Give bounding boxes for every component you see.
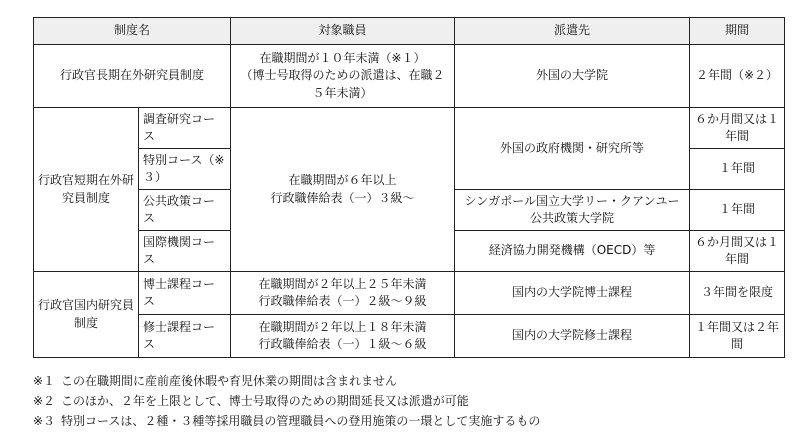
- domestic-period-masters: １年間又は２年間: [690, 315, 785, 358]
- header-row: [34, 18, 785, 45]
- domestic-target-doctoral: [231, 272, 455, 315]
- short-term-period-research: ６か月間又は１年間: [690, 108, 785, 149]
- course-special: 特別コース（※３）: [139, 149, 231, 190]
- short-term-target: [231, 108, 455, 272]
- domestic-target-masters: [231, 315, 455, 358]
- short-term-destination-public-policy: シンガポール国立大学リー・クアンユー公共政策大学院: [455, 190, 690, 231]
- table-row-domestic-doctoral: [34, 272, 785, 315]
- long-term-target-text: 在職期間が１０年未満（※１） （博士号取得のための派遣は、在職２５年未満）: [240, 50, 445, 100]
- footnote-mark: ※２: [33, 394, 56, 408]
- course-masters: 修士課程コース: [139, 315, 231, 358]
- footnote-text: この在職期間に産前産後休暇や育児休業の期間は含まれません: [61, 374, 398, 388]
- footnote-3: [33, 411, 784, 431]
- course-international: 国際機関コース: [139, 231, 231, 272]
- footnote-mark: ※３: [33, 414, 56, 428]
- short-term-period-public-policy: １年間: [690, 190, 785, 231]
- long-term-program-name: 行政官長期在外研究員制度: [34, 45, 231, 108]
- footnote-1: [33, 371, 784, 391]
- header-target-staff: 対象職員: [231, 18, 455, 45]
- table-row-long-term: [34, 45, 785, 108]
- short-term-destination-research: 外国の政府機関・研究所等: [455, 108, 690, 190]
- short-term-period-international: ６か月間又は１年間: [690, 231, 785, 272]
- domestic-destination-doctoral: 国内の大学院博士課程: [455, 272, 690, 315]
- domestic-period-doctoral: ３年間を限度: [690, 272, 785, 315]
- table-row-short-term-research: [34, 108, 785, 149]
- short-term-program-name: 行政官短期在外研究員制度: [34, 108, 139, 272]
- footnote-text: このほか、２年を上限として、博士号取得のための期間延長又は派遣が可能: [61, 394, 469, 408]
- course-public-policy: 公共政策コース: [139, 190, 231, 231]
- header-period: 期間: [690, 18, 785, 45]
- program-table: [33, 17, 785, 358]
- domestic-target-masters-text: 在職期間が２年以上１８年未満 行政職俸給表（一）１級〜６級: [258, 319, 427, 351]
- long-term-target: [231, 45, 455, 108]
- course-doctoral: 博士課程コース: [139, 272, 231, 315]
- footnote-mark: ※１: [33, 374, 56, 388]
- footnote-2: [33, 391, 784, 411]
- course-research: 調査研究コース: [139, 108, 231, 149]
- footnote-text: 特別コースは、２種・３種等採用職員の管理職員への登用施策の一環として実施するもの: [61, 414, 541, 428]
- table-row-domestic-masters: [34, 315, 785, 358]
- long-term-period: ２年間（※２）: [690, 45, 785, 108]
- header-program-name: 制度名: [34, 18, 231, 45]
- header-destination: 派遣先: [455, 18, 690, 45]
- domestic-target-doctoral-text: 在職期間が２年以上２５年未満 行政職俸給表（一）２級〜９級: [258, 276, 427, 308]
- domestic-program-name: 行政官国内研究員制度: [34, 272, 139, 358]
- short-term-period-special: １年間: [690, 149, 785, 190]
- short-term-target-text: 在職期間が６年以上 行政職俸給表（一）３級〜: [270, 173, 415, 205]
- footnotes: [33, 371, 784, 431]
- domestic-destination-masters: 国内の大学院修士課程: [455, 315, 690, 358]
- short-term-destination-international: 経済協力開発機構（OECD）等: [455, 231, 690, 272]
- long-term-destination: 外国の大学院: [455, 45, 690, 108]
